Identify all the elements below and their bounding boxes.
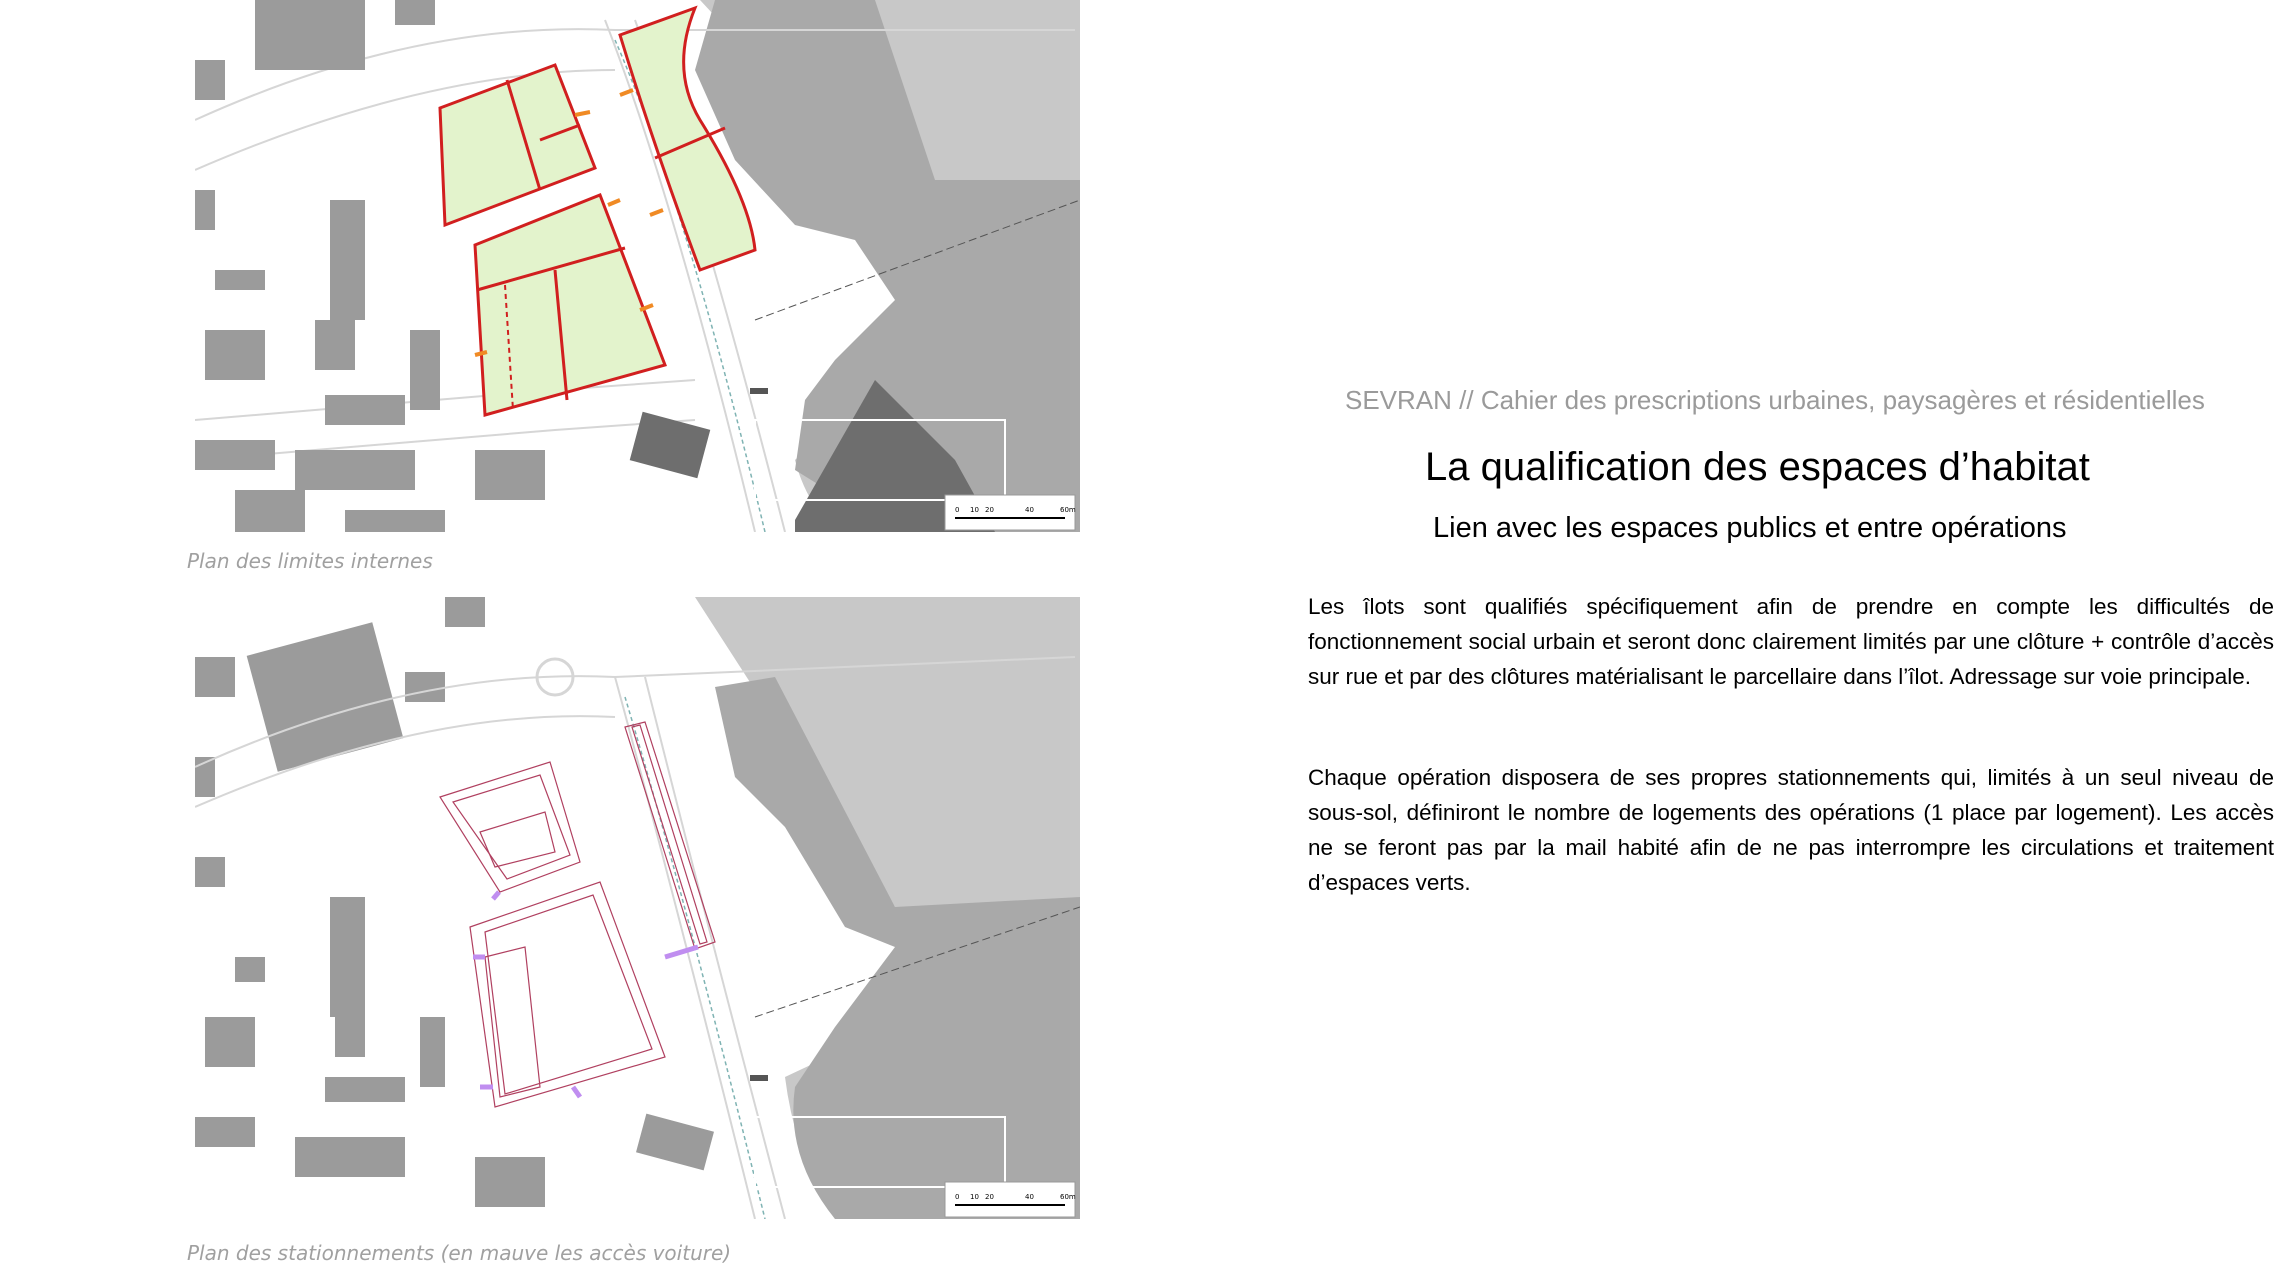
figure-caption-limits: Plan des limites internes — [187, 549, 433, 573]
figure-caption-parking: Plan des stationnements (en mauve les accès voiture) — [187, 1241, 732, 1265]
svg-text:20: 20 — [985, 506, 994, 514]
parking-footprints — [440, 722, 715, 1107]
page-subtitle: Lien avec les espaces publics et entre opérations — [1433, 512, 2067, 544]
parcel-center — [475, 195, 665, 415]
car-accesses — [473, 892, 698, 1097]
paragraph-stationnements: Chaque opération disposera de ses propres stationnements qui, limités à un seul niveau de sous-sol, définiront le nombre de logements des opérations (1 place par logement). Les accès ne se feront pas par la mail habité afin de ne pas interrompre les circulations et traitement d’espaces verts. — [1308, 765, 2274, 895]
svg-text:20: 20 — [985, 1193, 994, 1201]
map-internal-limits — [195, 0, 1080, 532]
svg-text:40: 40 — [1025, 1193, 1034, 1201]
svg-text:10: 10 — [970, 1193, 979, 1201]
paragraph-ilots: Les îlots sont qualifiés spécifiquement afin de prendre en compte les difficultés de fonctionnement social urbain et seront donc clairement limités par une clôture + contrôle d’accès sur rue et par des clôtures matérialisant le parcellaire dans l’îlot. Adressage sur voie principale. — [1308, 594, 2274, 689]
svg-text:0: 0 — [955, 506, 960, 514]
map-parking — [195, 597, 1080, 1219]
svg-text:60m: 60m — [1060, 506, 1076, 514]
scale-bar — [945, 1182, 1076, 1217]
svg-text:0: 0 — [955, 1193, 960, 1201]
svg-text:40: 40 — [1025, 506, 1034, 514]
svg-text:60m: 60m — [1060, 1193, 1076, 1201]
document-header: SEVRAN // Cahier des prescriptions urbaines, paysagères et résidentielles — [1345, 385, 2205, 415]
parcel-north — [440, 65, 595, 225]
svg-text:10: 10 — [970, 506, 979, 514]
page-title: La qualification des espaces d’habitat — [1425, 445, 2090, 489]
scale-bar — [945, 495, 1076, 530]
